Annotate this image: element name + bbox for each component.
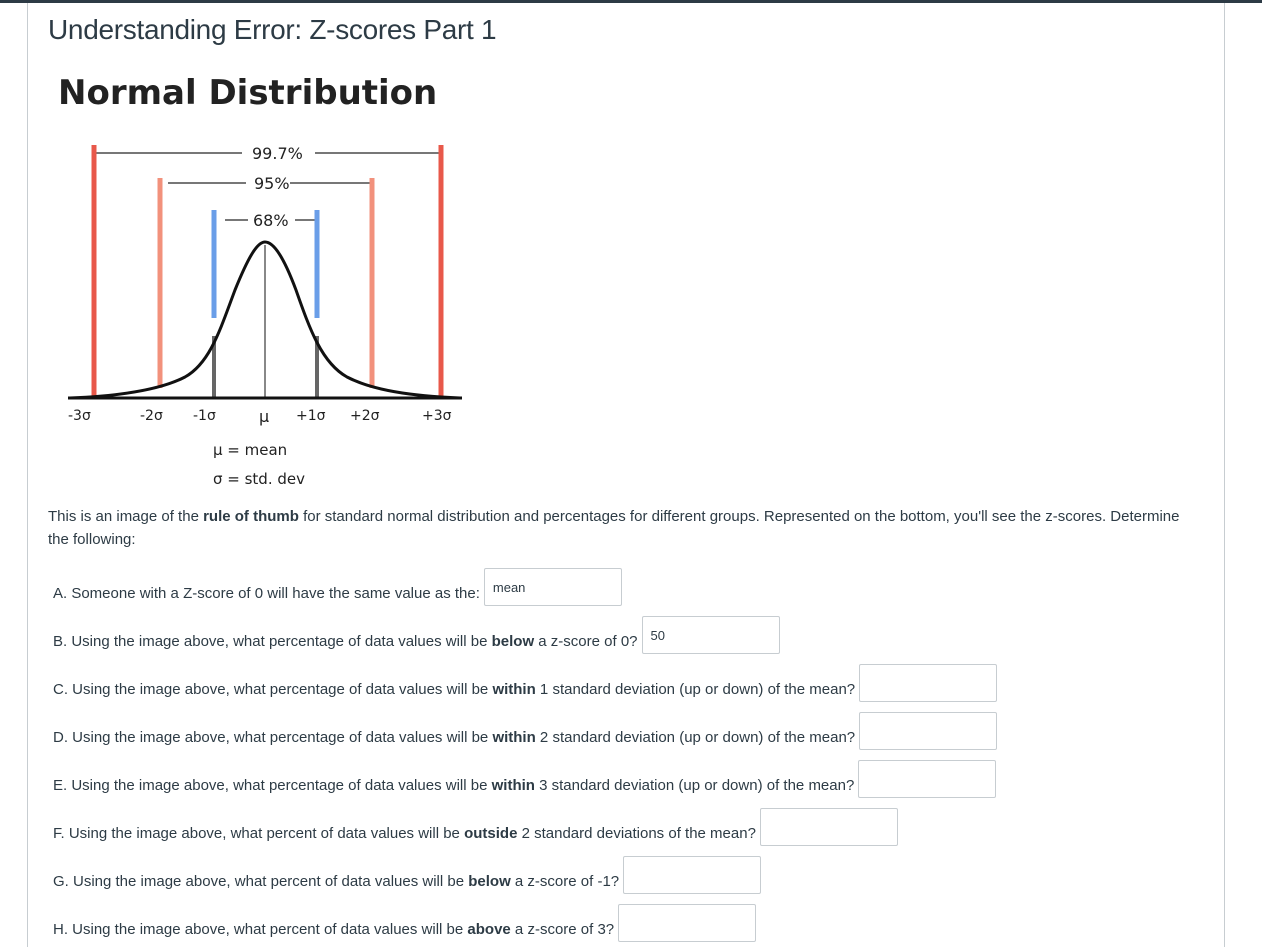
legend-mean: μ = mean — [213, 441, 288, 459]
answer-input-e[interactable] — [858, 760, 996, 798]
answer-input-f[interactable] — [760, 808, 898, 846]
tick-plus-3-sigma: +3σ — [422, 408, 452, 424]
tick-plus-1-sigma: +1σ — [296, 408, 326, 424]
answer-input-h[interactable] — [618, 904, 756, 942]
tick-mean: μ — [259, 407, 270, 426]
question-g-text: G. Using the image above, what percent of data values will be below a z-score of -1? — [53, 872, 620, 890]
question-b — [53, 622, 780, 660]
question-a — [53, 574, 622, 612]
tick-minus-1-sigma: -1σ — [193, 408, 216, 424]
answer-input-c[interactable] — [859, 664, 997, 702]
question-c — [53, 670, 997, 708]
question-d — [53, 718, 997, 756]
figure-heading: Normal Distribution — [58, 73, 438, 113]
top-bar — [0, 0, 1262, 3]
question-c-text: C. Using the image above, what percentage of data values will be within 1 standard deviation (up or down) of the mean? — [53, 680, 856, 698]
question-e-text: E. Using the image above, what percentage of data values will be within 3 standard deviation (up or down) of the mean? — [53, 776, 855, 794]
question-b-text: B. Using the image above, what percentage of data values will be below a z-score of 0? — [53, 632, 638, 650]
answer-input-d[interactable] — [859, 712, 997, 750]
question-e — [53, 766, 996, 804]
intro-text: This is an image of the rule of thumb for standard normal distribution and percentages for different groups. Represented on the bottom, you'll see the z-scores. Determine the following: — [48, 508, 1180, 548]
tick-minus-2-sigma: -2σ — [140, 408, 163, 424]
page-title: Understanding Error: Z-scores Part 1 — [48, 14, 497, 45]
content-border-left — [27, 3, 28, 947]
percent-997-label: 99.7% — [252, 144, 303, 163]
normal-distribution-figure — [50, 60, 510, 500]
percent-68-label: 68% — [253, 211, 289, 230]
question-h-text: H. Using the image above, what percent of data values will be above a z-score of 3? — [53, 920, 615, 938]
legend-std-dev: σ = std. dev — [213, 470, 305, 488]
tick-minus-3-sigma: -3σ — [68, 408, 91, 424]
question-a-text: A. Someone with a Z-score of 0 will have the same value as the: — [53, 584, 480, 602]
question-h — [53, 910, 756, 948]
question-f-text: F. Using the image above, what percent of data values will be outside 2 standard deviations of the mean? — [53, 824, 756, 842]
answer-input-a[interactable] — [484, 568, 622, 606]
question-f — [53, 814, 898, 852]
answer-input-g[interactable] — [623, 856, 761, 894]
question-g — [53, 862, 761, 900]
question-d-text: D. Using the image above, what percentage of data values will be within 2 standard deviation (up or down) of the mean? — [53, 728, 856, 746]
answer-input-b[interactable] — [642, 616, 780, 654]
tick-plus-2-sigma: +2σ — [350, 408, 380, 424]
content-border-right — [1224, 3, 1225, 947]
percent-95-label: 95% — [254, 174, 290, 193]
